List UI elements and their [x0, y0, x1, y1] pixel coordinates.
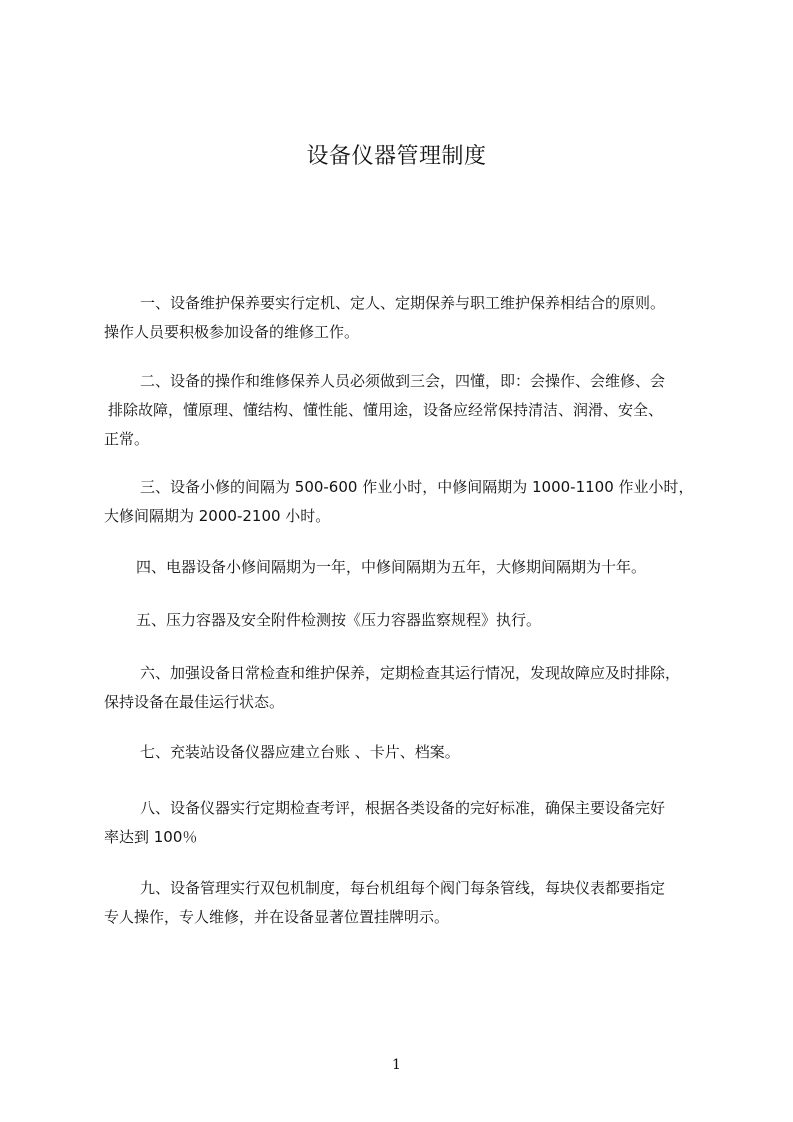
- paragraph-3-line-1: 三、设备小修的间隔为 500-600 作业小时，中修间隔期为 1000-1100 作业小时，: [140, 478, 694, 496]
- paragraph-6: [104, 659, 714, 717]
- paragraph-7-line-1: 七、充装站设备仪器应建立台账 、卡片、档案。: [140, 743, 460, 761]
- paragraph-8: [104, 794, 714, 852]
- paragraph-3-line-2: 大修间隔期为 2000-2100 小时。: [104, 507, 331, 525]
- paragraph-2-line-1: 二、设备的操作和维修保养人员必须做到三会，四懂，即：会操作、会维修、会: [140, 372, 666, 390]
- paragraph-4-line-1: 四、电器设备小修间隔期为一年，中修间隔期为五年，大修期间隔期为十年。: [136, 558, 647, 576]
- paragraph-9-line-1: 九、设备管理实行双包机制度，每台机组每个阀门每条管线，每块仪表都要指定: [140, 879, 666, 897]
- paragraph-2: [104, 367, 714, 454]
- paragraph-5: [104, 606, 714, 635]
- paragraph-2-line-3: 正常。: [104, 430, 150, 448]
- paragraph-5-line-1: 五、压力容器及安全附件检测按《压力容器监察规程》执行。: [136, 611, 542, 629]
- paragraph-4: [104, 553, 714, 582]
- document-title: 设备仪器管理制度: [306, 144, 487, 169]
- paragraph-6-line-1: 六、加强设备日常检查和维护保养，定期检查其运行情况，发现故障应及时排除，: [140, 664, 681, 682]
- paragraph-6-line-2: 保持设备在最佳运行状态。: [104, 693, 285, 711]
- paragraph-8-line-2: 率达到 100％: [104, 828, 198, 846]
- paragraph-2-line-2: 排除故障，懂原理、懂结构、懂性能、懂用途，设备应经常保持清洁、润滑、安全、: [108, 401, 664, 419]
- paragraph-1-line-1: 一、设备维护保养要实行定机、定人、定期保养与职工维护保养相结合的原则。: [140, 294, 666, 312]
- paragraph-1-line-2: 操作人员要积极参加设备的维修工作。: [104, 323, 360, 341]
- paragraph-7: [104, 738, 714, 767]
- paragraph-3: [104, 473, 714, 531]
- paragraph-8-line-1: 八、设备仪器实行定期检查考评，根据各类设备的完好标准，确保主要设备完好: [140, 799, 666, 817]
- page-number: 1: [392, 1057, 401, 1073]
- paragraph-9: [104, 874, 714, 932]
- paragraph-1: [104, 289, 714, 347]
- paragraph-9-line-2: 专人操作，专人维修，并在设备显著位置挂牌明示。: [104, 908, 450, 926]
